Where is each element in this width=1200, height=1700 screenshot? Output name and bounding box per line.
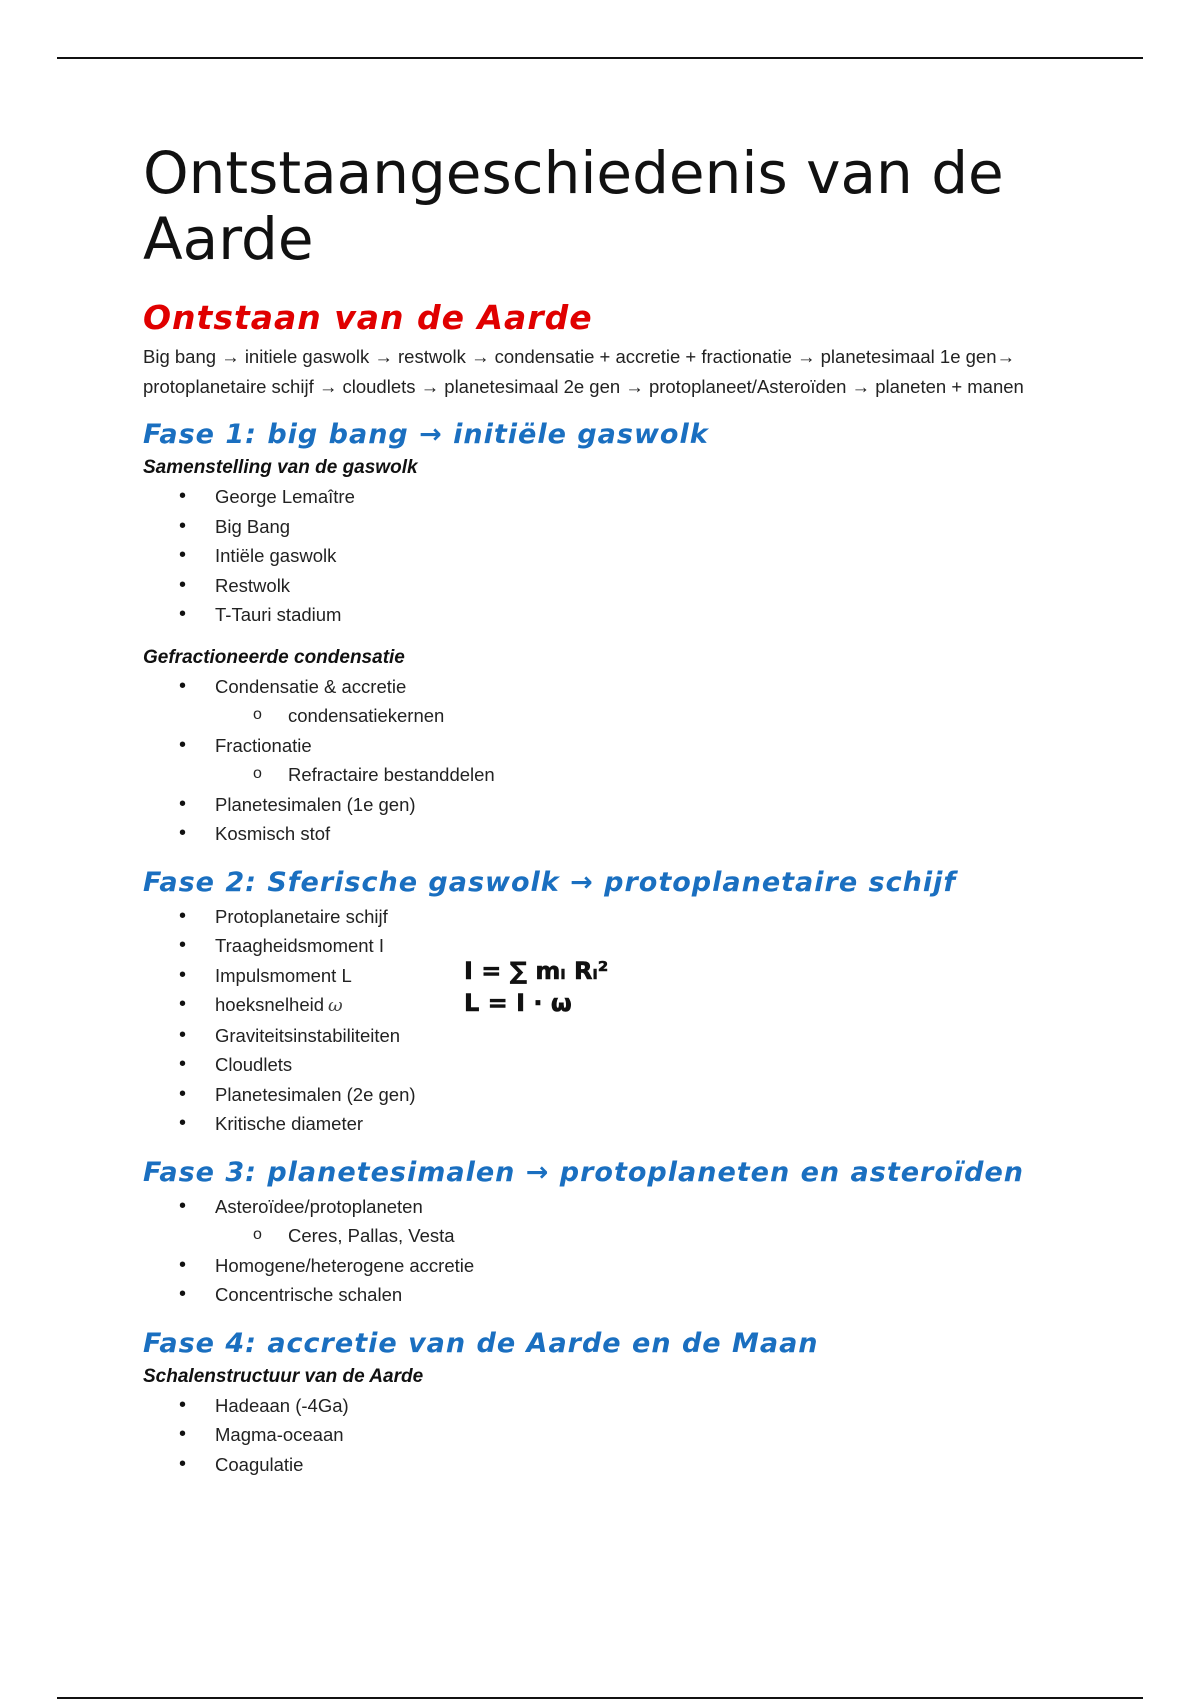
list-item: • Big Bang xyxy=(143,512,1083,542)
list-item: • George Lemaître xyxy=(143,482,1083,512)
section-heading: Ontstaan van de Aarde xyxy=(143,298,593,337)
list-item: • Hadeaan (-4Ga) xyxy=(143,1391,1083,1421)
list-item: • T-Tauri stadium xyxy=(143,600,1083,630)
omega-symbol: ω xyxy=(328,995,343,1016)
list-item-text: hoeksnelheid xyxy=(215,994,325,1015)
fase3-list xyxy=(143,1192,1083,1310)
list-item: • Planetesimalen (1e gen) xyxy=(143,790,1083,820)
fase1-subheading-1: Samenstelling van de gaswolk xyxy=(143,457,418,478)
bottom-rule xyxy=(57,1697,1143,1699)
sub-list-item: o condensatiekernen xyxy=(143,701,1083,731)
list-item: • Impulsmoment L xyxy=(143,961,1083,991)
fase3-heading: Fase 3: planetesimalen → protoplaneten en asteroïden xyxy=(143,1156,1025,1188)
list-item: • Asteroïdee/protoplaneten xyxy=(143,1192,1083,1222)
fase1-list-1 xyxy=(143,482,1083,630)
top-rule xyxy=(57,57,1143,59)
list-item: • Magma-oceaan xyxy=(143,1420,1083,1450)
fase4-subheading: Schalenstructuur van de Aarde xyxy=(143,1365,424,1387)
fase4-heading: Fase 4: accretie van de Aarde en de Maan xyxy=(143,1327,819,1359)
list-item: • Traagheidsmoment I xyxy=(143,931,1083,961)
list-item: • Condensatie & accretie xyxy=(143,672,1083,702)
list-item: • Fractionatie xyxy=(143,731,1083,761)
list-item: • Cloudlets xyxy=(143,1050,1083,1080)
sub-list-item: o Refractaire bestanddelen xyxy=(143,760,1083,790)
intro-paragraph: Big bang → initiele gaswolk → restwolk → condensatie + accretie + fractionatie → planetesimaal 1e gen→ protoplanetaire schijf → cloudlets → planetesimaal 2e gen → protoplaneet/Asteroïden → planeten + manen xyxy=(143,346,1024,397)
handwritten-formula xyxy=(462,951,622,1021)
list-item: • Protoplanetaire schijf xyxy=(143,902,1083,932)
fase2-heading: Fase 2: Sferische gaswolk → protoplanetaire schijf xyxy=(143,866,957,898)
list-item: • Kosmisch stof xyxy=(143,819,1083,849)
list-item: • Concentrische schalen xyxy=(143,1280,1083,1310)
document-page xyxy=(143,140,1083,1479)
fase1-list-2 xyxy=(143,672,1083,849)
list-item: • Intiële gaswolk xyxy=(143,541,1083,571)
list-item: • Homogene/heterogene accretie xyxy=(143,1251,1083,1281)
formula-line-2: L = I · ω xyxy=(464,989,572,1017)
list-item: • Graviteitsinstabiliteiten xyxy=(143,1021,1083,1051)
sub-list-item: o Ceres, Pallas, Vesta xyxy=(143,1221,1083,1251)
list-item: • Kritische diameter xyxy=(143,1109,1083,1139)
list-item: • Coagulatie xyxy=(143,1450,1083,1480)
document-title: Ontstaangeschiedenis van de Aarde xyxy=(143,139,1004,273)
formula-line-1: I = ∑ mᵢ Rᵢ² xyxy=(464,957,609,985)
list-item: • Planetesimalen (2e gen) xyxy=(143,1080,1083,1110)
fase1-heading: Fase 1: big bang → initiële gaswolk xyxy=(143,419,709,450)
fase1-subheading-2: Gefractioneerde condensatie xyxy=(143,646,405,668)
fase4-list xyxy=(143,1391,1083,1480)
list-item: • Restwolk xyxy=(143,571,1083,601)
